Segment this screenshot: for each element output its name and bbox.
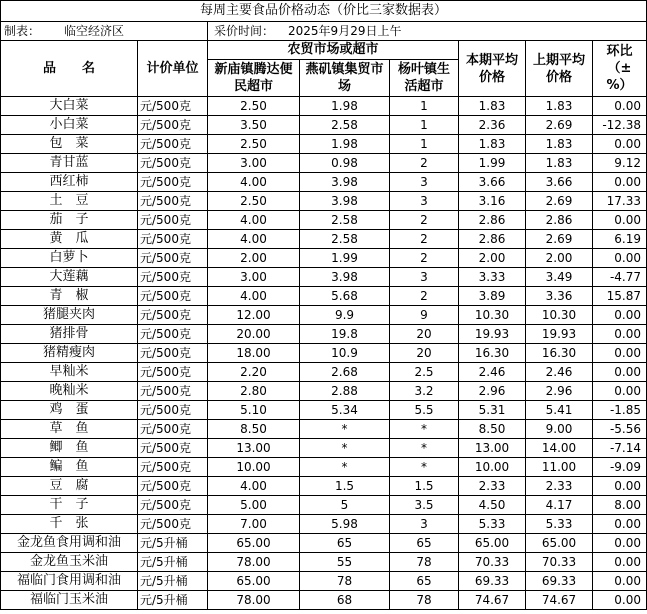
- market-1-price: 13.00: [208, 439, 300, 458]
- change-percent: 15.87: [593, 287, 647, 306]
- current-avg-price: 13.00: [459, 439, 526, 458]
- current-avg-price: 2.86: [459, 211, 526, 230]
- previous-avg-price: 1.83: [526, 135, 593, 154]
- change-percent: 9.12: [593, 154, 647, 173]
- item-unit: 元/500克: [138, 154, 208, 173]
- market-3-price: 20: [390, 344, 459, 363]
- market-3-price: 65: [390, 572, 459, 591]
- previous-avg-price: 1.83: [526, 97, 593, 116]
- table-row: [1, 306, 647, 325]
- change-percent: 6.19: [593, 230, 647, 249]
- current-avg-price: 70.33: [459, 553, 526, 572]
- table-row: [1, 135, 647, 154]
- time-cell: [208, 22, 647, 41]
- market-1-price: 5.10: [208, 401, 300, 420]
- item-unit: 元/5升桶: [138, 591, 208, 610]
- previous-avg-price: 3.66: [526, 173, 593, 192]
- market-1-price: 18.00: [208, 344, 300, 363]
- table-row: [1, 420, 647, 439]
- market-1-price: 5.00: [208, 496, 300, 515]
- change-percent: 17.33: [593, 192, 647, 211]
- market-1-price: 12.00: [208, 306, 300, 325]
- change-percent: 0.00: [593, 211, 647, 230]
- market-3-price: 3: [390, 515, 459, 534]
- previous-avg-price: 2.96: [526, 382, 593, 401]
- item-unit: 元/500克: [138, 173, 208, 192]
- change-percent: 0.00: [593, 97, 647, 116]
- market-2-price: 5: [300, 496, 390, 515]
- table-row: [1, 534, 647, 553]
- change-percent: 0.00: [593, 249, 647, 268]
- change-percent: -1.85: [593, 401, 647, 420]
- change-percent: 0.00: [593, 572, 647, 591]
- item-name: 西红柿: [1, 173, 138, 192]
- market-2-price: 3.98: [300, 268, 390, 287]
- change-percent: 0.00: [593, 477, 647, 496]
- market-3-price: 65: [390, 534, 459, 553]
- market-1-price: 65.00: [208, 534, 300, 553]
- item-name: 青甘蓝: [1, 154, 138, 173]
- market-2-price: 2.58: [300, 116, 390, 135]
- market-2-price: *: [300, 439, 390, 458]
- item-name: 土 豆: [1, 192, 138, 211]
- market-2-price: 19.8: [300, 325, 390, 344]
- item-name: 豆 腐: [1, 477, 138, 496]
- market-2-price: 5.68: [300, 287, 390, 306]
- change-percent: -5.56: [593, 420, 647, 439]
- item-unit: 元/500克: [138, 363, 208, 382]
- table-row: [1, 458, 647, 477]
- change-percent: -7.14: [593, 439, 647, 458]
- market-1-price: 65.00: [208, 572, 300, 591]
- item-name: 猪腿夹肉: [1, 306, 138, 325]
- current-avg-price: 2.36: [459, 116, 526, 135]
- previous-avg-price: 3.36: [526, 287, 593, 306]
- item-name: 白萝卜: [1, 249, 138, 268]
- market-2-price: 2.68: [300, 363, 390, 382]
- current-avg-price: 2.46: [459, 363, 526, 382]
- item-name: 金龙鱼食用调和油: [1, 534, 138, 553]
- market-1-price: 7.00: [208, 515, 300, 534]
- item-name: 大白菜: [1, 97, 138, 116]
- market-3-price: *: [390, 458, 459, 477]
- current-avg-price: 1.83: [459, 97, 526, 116]
- item-name: 福临门玉米油: [1, 591, 138, 610]
- table-row: [1, 97, 647, 116]
- previous-avg-price: 70.33: [526, 553, 593, 572]
- current-avg-price: 4.50: [459, 496, 526, 515]
- item-unit: 元/500克: [138, 97, 208, 116]
- item-unit: 元/500克: [138, 192, 208, 211]
- market-3-price: 2: [390, 287, 459, 306]
- table-row: [1, 154, 647, 173]
- market-2-price: 1.5: [300, 477, 390, 496]
- table-row: [1, 192, 647, 211]
- change-percent: 0.00: [593, 515, 647, 534]
- market-1-price: 3.00: [208, 268, 300, 287]
- previous-avg-price: 10.30: [526, 306, 593, 325]
- item-name: 小白菜: [1, 116, 138, 135]
- header-change: 环比（±%）: [593, 41, 647, 97]
- market-2-price: *: [300, 458, 390, 477]
- table-row: [1, 515, 647, 534]
- table-row: [1, 439, 647, 458]
- previous-avg-price: 2.33: [526, 477, 593, 496]
- market-2-price: 2.58: [300, 230, 390, 249]
- market-1-price: 78.00: [208, 553, 300, 572]
- change-percent: -4.77: [593, 268, 647, 287]
- market-3-price: 20: [390, 325, 459, 344]
- table-row: [1, 344, 647, 363]
- item-name: 猪精瘦肉: [1, 344, 138, 363]
- current-avg-price: 2.33: [459, 477, 526, 496]
- market-2-price: 3.98: [300, 192, 390, 211]
- item-unit: 元/500克: [138, 420, 208, 439]
- table-row: [1, 363, 647, 382]
- current-avg-price: 74.67: [459, 591, 526, 610]
- market-1-price: 4.00: [208, 477, 300, 496]
- previous-avg-price: 2.46: [526, 363, 593, 382]
- previous-avg-price: 2.00: [526, 249, 593, 268]
- item-name: 鸡 蛋: [1, 401, 138, 420]
- item-unit: 元/500克: [138, 382, 208, 401]
- previous-avg-price: 5.33: [526, 515, 593, 534]
- market-3-price: 3: [390, 192, 459, 211]
- market-2-price: 5.34: [300, 401, 390, 420]
- table-row: [1, 268, 647, 287]
- item-name: 黄 瓜: [1, 230, 138, 249]
- current-avg-price: 3.66: [459, 173, 526, 192]
- previous-avg-price: 74.67: [526, 591, 593, 610]
- market-1-price: 4.00: [208, 230, 300, 249]
- item-name: 早籼米: [1, 363, 138, 382]
- table-row: [1, 116, 647, 135]
- item-name: 草 鱼: [1, 420, 138, 439]
- previous-avg-price: 2.86: [526, 211, 593, 230]
- previous-avg-price: 1.83: [526, 154, 593, 173]
- market-3-price: 2.5: [390, 363, 459, 382]
- current-avg-price: 19.93: [459, 325, 526, 344]
- change-percent: 0.00: [593, 344, 647, 363]
- item-name: 茄 子: [1, 211, 138, 230]
- item-unit: 元/500克: [138, 515, 208, 534]
- market-3-price: 1: [390, 116, 459, 135]
- market-3-price: 2: [390, 249, 459, 268]
- item-unit: 元/500克: [138, 344, 208, 363]
- change-percent: 0.00: [593, 382, 647, 401]
- item-unit: 元/500克: [138, 135, 208, 154]
- item-unit: 元/500克: [138, 401, 208, 420]
- header-unit: 计价单位: [138, 41, 208, 97]
- table-title: 每周主要食品价格动态（价比三家数据表）: [1, 1, 647, 22]
- current-avg-price: 69.33: [459, 572, 526, 591]
- market-1-price: 10.00: [208, 458, 300, 477]
- table-row: [1, 401, 647, 420]
- market-3-price: *: [390, 439, 459, 458]
- item-unit: 元/500克: [138, 306, 208, 325]
- market-2-price: 9.9: [300, 306, 390, 325]
- maker-value: 临空经济区: [64, 24, 125, 38]
- header-market-group: 农贸市场或超市: [208, 41, 459, 60]
- market-2-price: 65: [300, 534, 390, 553]
- current-avg-price: 2.96: [459, 382, 526, 401]
- market-1-price: 78.00: [208, 591, 300, 610]
- item-unit: 元/500克: [138, 477, 208, 496]
- current-avg-price: 3.89: [459, 287, 526, 306]
- market-2-price: 2.88: [300, 382, 390, 401]
- item-unit: 元/500克: [138, 439, 208, 458]
- item-name: 猪排骨: [1, 325, 138, 344]
- item-name: 福临门食用调和油: [1, 572, 138, 591]
- item-unit: 元/5升桶: [138, 534, 208, 553]
- table-row: [1, 477, 647, 496]
- market-2-price: 1.98: [300, 135, 390, 154]
- market-2-price: 3.98: [300, 173, 390, 192]
- table-row: [1, 382, 647, 401]
- previous-avg-price: 2.69: [526, 116, 593, 135]
- market-3-price: 2: [390, 211, 459, 230]
- header-prev: 上期平均价格: [526, 41, 593, 97]
- market-1-price: 4.00: [208, 173, 300, 192]
- header-name: 品 名: [1, 41, 138, 97]
- market-3-price: 3.5: [390, 496, 459, 515]
- table-row: [1, 230, 647, 249]
- market-3-price: 78: [390, 591, 459, 610]
- market-1-price: 4.00: [208, 211, 300, 230]
- market-1-price: 20.00: [208, 325, 300, 344]
- market-3-price: 2: [390, 154, 459, 173]
- item-unit: 元/500克: [138, 211, 208, 230]
- item-unit: 元/500克: [138, 325, 208, 344]
- maker-cell: [1, 22, 208, 41]
- market-2-price: *: [300, 420, 390, 439]
- item-name: 鲫 鱼: [1, 439, 138, 458]
- change-percent: 0.00: [593, 363, 647, 382]
- change-percent: 0.00: [593, 534, 647, 553]
- market-3-price: 3.2: [390, 382, 459, 401]
- previous-avg-price: 4.17: [526, 496, 593, 515]
- header-market-1: 新庙镇腾达便民超市: [208, 60, 300, 97]
- current-avg-price: 2.86: [459, 230, 526, 249]
- market-3-price: 5.5: [390, 401, 459, 420]
- item-unit: 元/500克: [138, 458, 208, 477]
- item-unit: 元/5升桶: [138, 572, 208, 591]
- current-avg-price: 5.33: [459, 515, 526, 534]
- market-3-price: 1: [390, 97, 459, 116]
- item-name: 干 子: [1, 496, 138, 515]
- previous-avg-price: 2.69: [526, 230, 593, 249]
- market-3-price: 1: [390, 135, 459, 154]
- item-name: 晚籼米: [1, 382, 138, 401]
- current-avg-price: 3.33: [459, 268, 526, 287]
- table-row: [1, 287, 647, 306]
- item-name: 千 张: [1, 515, 138, 534]
- table-row: [1, 249, 647, 268]
- current-avg-price: 5.31: [459, 401, 526, 420]
- item-name: 金龙鱼玉米油: [1, 553, 138, 572]
- item-name: 青 椒: [1, 287, 138, 306]
- previous-avg-price: 3.49: [526, 268, 593, 287]
- current-avg-price: 2.00: [459, 249, 526, 268]
- market-3-price: 9: [390, 306, 459, 325]
- market-1-price: 2.00: [208, 249, 300, 268]
- market-1-price: 2.20: [208, 363, 300, 382]
- change-percent: 0.00: [593, 306, 647, 325]
- current-avg-price: 65.00: [459, 534, 526, 553]
- market-2-price: 1.99: [300, 249, 390, 268]
- item-unit: 元/5升桶: [138, 553, 208, 572]
- market-2-price: 5.98: [300, 515, 390, 534]
- market-2-price: 0.98: [300, 154, 390, 173]
- table-row: [1, 173, 647, 192]
- change-percent: -12.38: [593, 116, 647, 135]
- market-1-price: 8.50: [208, 420, 300, 439]
- market-2-price: 68: [300, 591, 390, 610]
- market-2-price: 2.58: [300, 211, 390, 230]
- previous-avg-price: 14.00: [526, 439, 593, 458]
- change-percent: 0.00: [593, 325, 647, 344]
- market-1-price: 4.00: [208, 287, 300, 306]
- time-label: 采价时间：: [214, 24, 275, 38]
- market-1-price: 3.50: [208, 116, 300, 135]
- change-percent: 0.00: [593, 553, 647, 572]
- change-percent: 8.00: [593, 496, 647, 515]
- item-unit: 元/500克: [138, 287, 208, 306]
- market-1-price: 2.50: [208, 192, 300, 211]
- current-avg-price: 10.30: [459, 306, 526, 325]
- table-row: [1, 496, 647, 515]
- previous-avg-price: 65.00: [526, 534, 593, 553]
- current-avg-price: 1.83: [459, 135, 526, 154]
- previous-avg-price: 69.33: [526, 572, 593, 591]
- market-2-price: 10.9: [300, 344, 390, 363]
- table-row: [1, 325, 647, 344]
- header-market-3: 杨叶镇生活超市: [390, 60, 459, 97]
- change-percent: -9.09: [593, 458, 647, 477]
- table-row: [1, 211, 647, 230]
- table-row: [1, 553, 647, 572]
- item-unit: 元/500克: [138, 116, 208, 135]
- header-avg: 本期平均价格: [459, 41, 526, 97]
- item-unit: 元/500克: [138, 268, 208, 287]
- change-percent: 0.00: [593, 173, 647, 192]
- market-2-price: 55: [300, 553, 390, 572]
- item-name: 鳊 鱼: [1, 458, 138, 477]
- previous-avg-price: 9.00: [526, 420, 593, 439]
- header-market-2: 燕矶镇集贸市场: [300, 60, 390, 97]
- table-row: [1, 572, 647, 591]
- market-1-price: 2.80: [208, 382, 300, 401]
- current-avg-price: 8.50: [459, 420, 526, 439]
- current-avg-price: 1.99: [459, 154, 526, 173]
- previous-avg-price: 5.41: [526, 401, 593, 420]
- previous-avg-price: 19.93: [526, 325, 593, 344]
- maker-label: 制表：: [4, 24, 41, 38]
- current-avg-price: 3.16: [459, 192, 526, 211]
- market-3-price: 78: [390, 553, 459, 572]
- current-avg-price: 16.30: [459, 344, 526, 363]
- item-unit: 元/500克: [138, 230, 208, 249]
- market-3-price: 3: [390, 268, 459, 287]
- previous-avg-price: 2.69: [526, 192, 593, 211]
- current-avg-price: 10.00: [459, 458, 526, 477]
- market-1-price: 2.50: [208, 135, 300, 154]
- time-value: 2025年9月29日上午: [288, 24, 402, 38]
- market-3-price: 2: [390, 230, 459, 249]
- market-3-price: 1.5: [390, 477, 459, 496]
- market-2-price: 78: [300, 572, 390, 591]
- previous-avg-price: 16.30: [526, 344, 593, 363]
- market-1-price: 3.00: [208, 154, 300, 173]
- change-percent: 0.00: [593, 591, 647, 610]
- table-row: [1, 591, 647, 610]
- market-3-price: *: [390, 420, 459, 439]
- item-unit: 元/500克: [138, 496, 208, 515]
- item-name: 包 菜: [1, 135, 138, 154]
- market-1-price: 2.50: [208, 97, 300, 116]
- item-name: 大莲藕: [1, 268, 138, 287]
- market-3-price: 3: [390, 173, 459, 192]
- change-percent: 0.00: [593, 135, 647, 154]
- previous-avg-price: 11.00: [526, 458, 593, 477]
- item-unit: 元/500克: [138, 249, 208, 268]
- market-2-price: 1.98: [300, 97, 390, 116]
